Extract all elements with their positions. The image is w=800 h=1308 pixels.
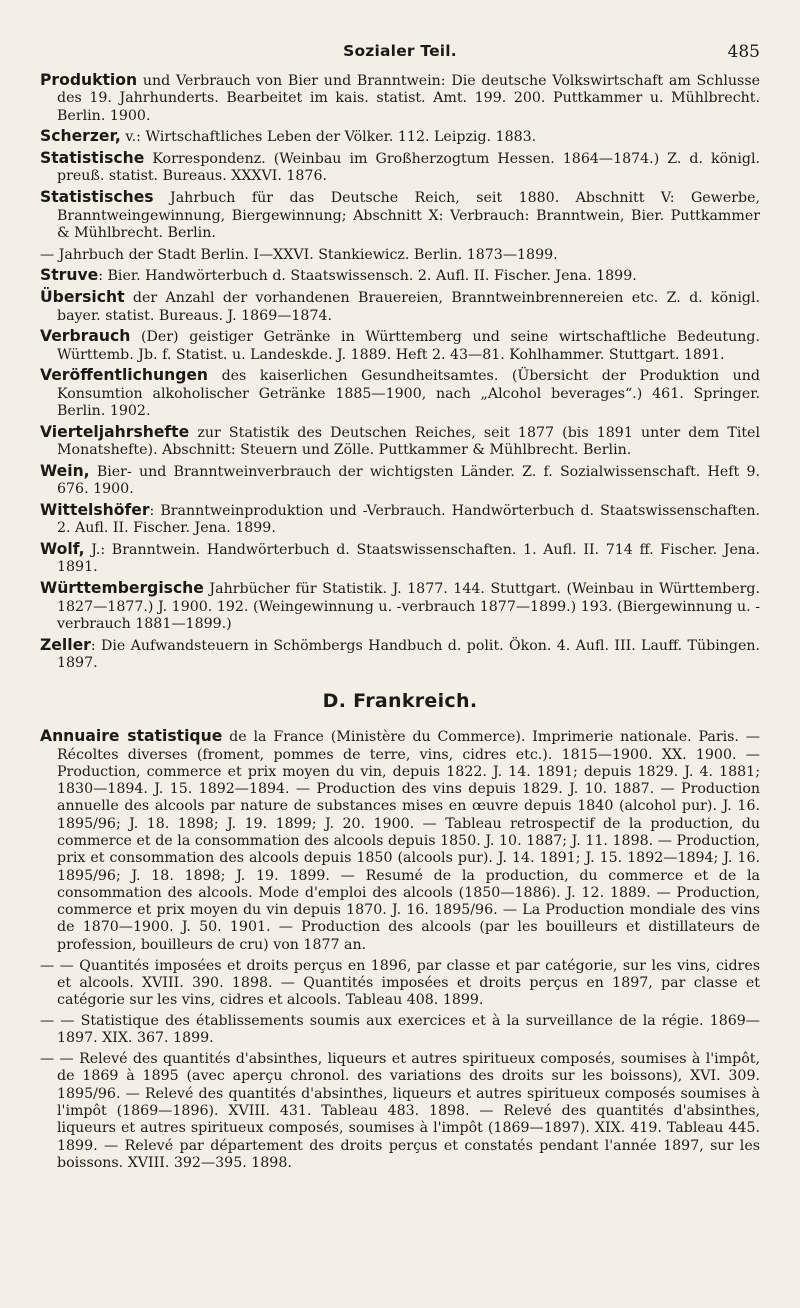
bib-entry xyxy=(40,72,760,125)
bib-entry xyxy=(40,289,760,325)
entry-text: Jahrbücher für Statistik. J. 1877. 144. Stuttgart. (Weinbau in Württemberg. 1827—1877.) J. 1900. 192. (Weingewinnung u. -verbrauch 1877—1899.) 193. (Biergewinnung u. -verbrauch 1881—1899.) xyxy=(57,581,760,632)
bib-subentry: — — Relevé des quantités d'absinthes, liqueurs et autres spiritueux composés, soumises à l'impôt, de 1869 à 1895 (avec aperçu chronol. des variations des droits sur les boissons), XVI. 309. 1895/96. — Relevé des quantités d'absinthes, liqueurs et autres spiritueux composés soumises à l'impôt (1869—1896). XVIII. 431. Tableau 483. 1898. — Relevé des quantités d'absinthes, liqueurs et autres spiritueux composés, soumises à l'impôt (1869—1897). XIX. 419. Tableau 445. 1899. — Relevé par département des droits perçus et constatés pendant l'année 1897, sur les boissons. XVIII. 392—395. 1898. xyxy=(40,1051,760,1171)
section-heading: D. Frankreich. xyxy=(322,690,478,713)
entry-text: J.: Branntwein. Handwörterbuch d. Staatswissenschaften. 1. Aufl. II. 714 ff. Fischer. Jena. 1891. xyxy=(57,542,760,576)
entry-text: : Bier. Handwörterbuch d. Staatswissensch. 2. Aufl. II. Fischer. Jena. 1899. xyxy=(98,268,637,285)
entry-keyword: Württembergische xyxy=(40,579,204,598)
entry-text: (Der) geistiger Getränke in Württemberg und seine wirtschaftliche Bedeutung. Württemb. Jb. f. Statist. u. Landeskde. J. 1889. Heft 2. 43—81. Kohlhammer. Stuttgart. 1891. xyxy=(57,329,760,363)
bib-subentry: — — Quantités imposées et droits perçus en 1896, par classe et par catégorie, sur les vins, cidres et alcools. XVIII. 390. 1898. — Quantités imposées et droits perçus en 1897, par classe et catégorie sur les vins, cidres et alcools. Tableau 408. 1899. xyxy=(40,957,760,1009)
entry-keyword: Statistische xyxy=(40,149,145,168)
entry-text: des kaiserlichen Gesundheitsamtes. (Übersicht der Produktion und Konsumtion alkoholischer Getränke 1885—1900, nach „Alcohol beverages“.) 461. Springer. Berlin. 1902. xyxy=(57,368,760,420)
entry-text: — Jahrbuch der Stadt Berlin. I—XXVI. Stankiewicz. Berlin. 1873—1899. xyxy=(40,246,558,263)
bib-subentry: — — Statistique des établissements soumis aux exercices et à la surveillance de la régie. 1869—1897. XIX. 367. 1899. xyxy=(40,1012,760,1047)
entry-keyword: Verbrauch xyxy=(40,327,131,346)
bib-entry xyxy=(40,367,760,420)
entry-keyword: Wittelshöfer xyxy=(40,501,150,520)
entry-text: der Anzahl der vorhandenen Brauereien, Branntweinbrennereien etc. Z. d. königl. bayer. statist. Bureaus. J. 1869—1874. xyxy=(57,290,760,324)
entry-keyword: Wolf, xyxy=(40,540,85,559)
entry-text: Bier- und Branntweinverbrauch der wichtigsten Länder. Z. f. Sozialwissenschaft. Heft 9. 676. 1900. xyxy=(57,463,760,498)
bib-entry xyxy=(40,502,760,538)
entry-text: : Branntweinproduktion und -Verbrauch. Handwörterbuch d. Staatswissenschaften. 2. Aufl. II. Fischer. Jena. 1899. xyxy=(57,503,760,537)
entry-keyword: Vierteljahrshefte xyxy=(40,422,190,441)
bib-entry xyxy=(40,637,760,673)
bib-entry xyxy=(40,541,760,577)
bib-entry xyxy=(40,463,760,499)
bib-entry xyxy=(40,128,760,146)
running-title: Sozialer Teil. xyxy=(343,42,457,60)
entry-keyword: Veröffentlichungen xyxy=(40,366,209,385)
entry-text: und Verbrauch von Bier und Branntwein: Die deutsche Volkswirtschaft am Schlusse des 19. Jahrhunderts. Bearbeitet im kais. statist. Amt. 199. 200. Puttkammer u. Mühlbrecht. Berlin. 1900. xyxy=(57,73,760,124)
bib-entry xyxy=(40,267,760,285)
entry-keyword: Wein, xyxy=(40,461,90,480)
entry-keyword: Statistisches xyxy=(40,188,154,207)
entry-text: Korrespondenz. (Weinbau im Großherzogtum Hessen. 1864—1874.) Z. d. königl. preuß. statist. Bureaus. XXXVI. 1876. xyxy=(57,151,760,185)
bib-entry xyxy=(40,580,760,633)
bibliography-german xyxy=(40,72,760,672)
bib-entry xyxy=(40,328,760,364)
running-head xyxy=(40,20,760,64)
entry-text: zur Statistik des Deutschen Reiches, seit 1877 (bis 1891 unter dem Titel Monatshefte). Abschnitt: Steuern und Zölle. Puttkammer & Mühlbrecht. Berlin. xyxy=(57,424,760,459)
entry-text: Jahrbuch für das Deutsche Reich, seit 1880. Abschnitt V: Gewerbe, Branntweingewinnung, Biergewinnung; Abschnitt X: Verbrauch: Branntwein, Bier. Puttkammer & Mühlbrecht. Berlin. xyxy=(57,190,760,241)
entry-keyword: Annuaire statistique xyxy=(40,727,223,746)
entry-keyword: Struve xyxy=(40,266,99,285)
bib-entry xyxy=(40,246,760,264)
entry-text: de la France (Ministère du Commerce). Imprimerie nationale. Paris. — Récoltes diverses (froment, pommes de terre, vins, cidres etc.). 1815—1900. XX. 1900. — Production, commerce et prix moyen du vin, depuis 1822. J. 14. 1891; depuis 1829. J. 4. 1881; 1830—1894. J. 15. 1892—1894. — Production des vins depuis 1829. J. 10. 1887. — Production annuelle des alcools par nature de substances mises en œuvre depuis 1840 (alcohol pur). J. 16. 1895/96; J. 18. 1898; J. 19. 1899; J. 20. 1900. — Tableau retrospectif de la production, du commerce et de la consommation des alcools depuis 1850. J. 10. 1887; J. 11. 1898. — Production, prix et consommation des alcools depuis 1850 (alcools pur). J. 14. 1891; J. 15. 1892—1894; J. 16. 1895/96; J. 18. 1898; J. 19. 1899. — Resumé de la production, du commerce et de la consommation des alcools. Mode d'emploi des alcools (1850—1886). J. 12. 1889. — Production, commerce et prix moyen du vin depuis 1870. J. 16. 1895/96. — La Production mondiale des vins de 1870—1900. J. 50. 1901. — Production des alcools (par les bouilleurs et distillateurs de profession, bouilleurs de cru) von 1877 an. xyxy=(57,729,760,953)
entry-keyword: Produktion xyxy=(40,71,138,89)
entry-text: v.: Wirtschaftliches Leben der Völker. 112. Leipzig. 1883. xyxy=(120,129,537,146)
entry-text: : Die Aufwandsteuern in Schömbergs Handbuch d. polit. Ökon. 4. Aufl. III. Lauff. Tübingen. 1897. xyxy=(57,637,760,671)
bib-entry xyxy=(40,189,760,242)
entry-keyword: Übersicht xyxy=(40,288,125,307)
page-number: 485 xyxy=(727,42,760,62)
bibliography-french xyxy=(40,728,760,1172)
bib-entry xyxy=(40,728,760,954)
bib-entry xyxy=(40,424,760,460)
entry-keyword: Zeller xyxy=(40,635,91,654)
bib-entry xyxy=(40,150,760,186)
entry-keyword: Scherzer, xyxy=(40,127,121,146)
